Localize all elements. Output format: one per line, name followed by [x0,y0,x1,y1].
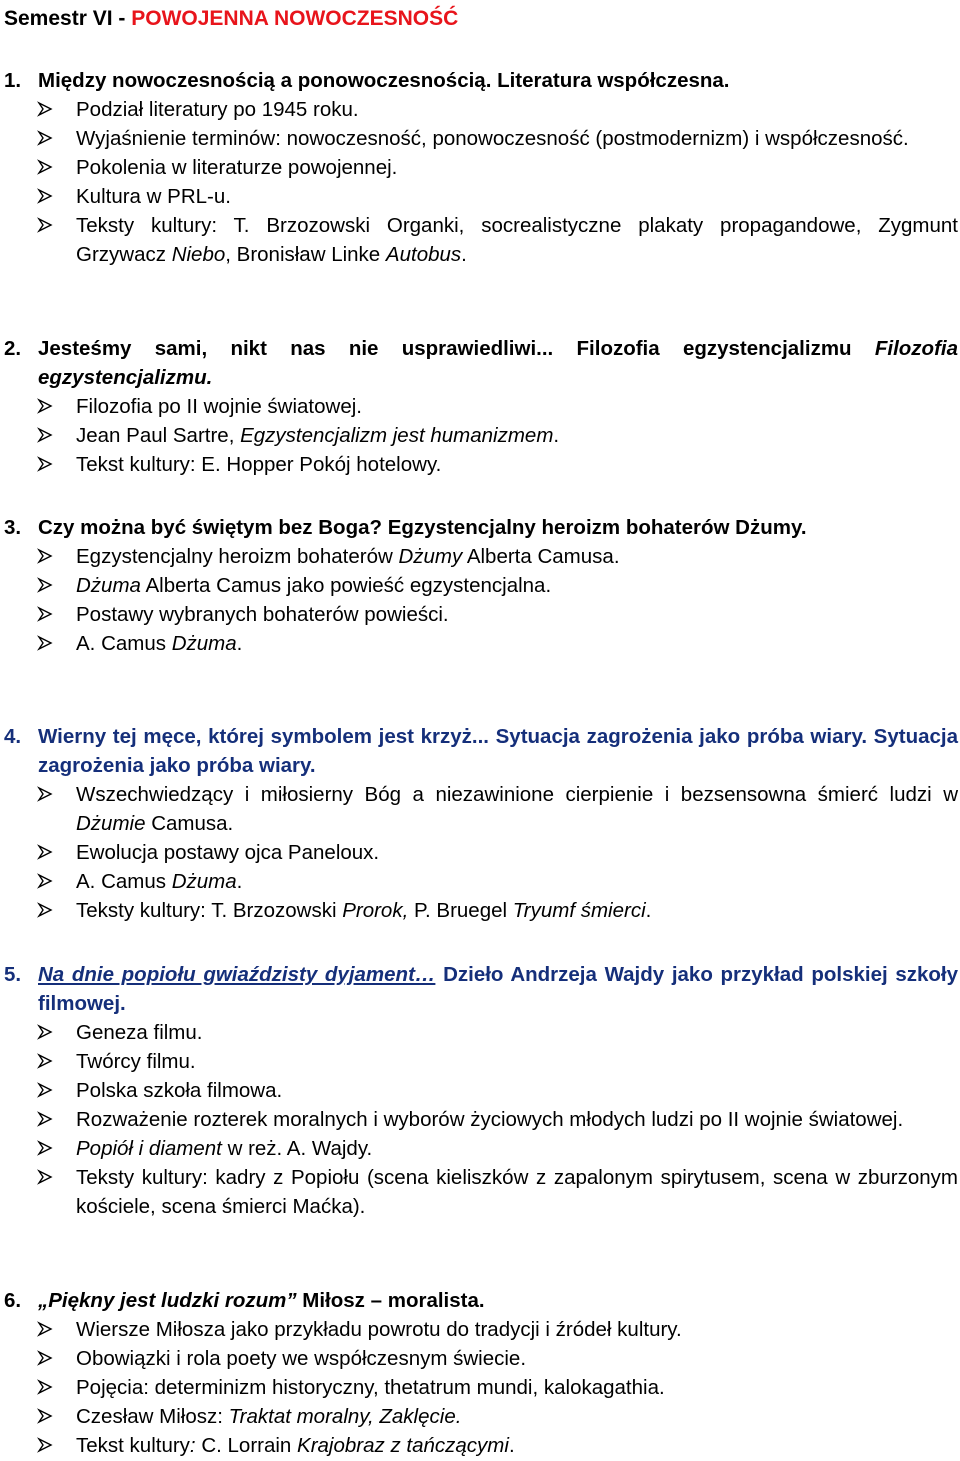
section-5 [4,960,958,1221]
list-item [4,1315,958,1344]
text-run: Tekst kultury: E. Hopper Pokój hotelowy. [76,453,442,476]
arrow-bullet-icon [37,1047,59,1076]
bullet-list [4,780,958,925]
list-item [4,1105,958,1134]
text-run: Dżumie [76,812,146,835]
text-run: Egzystencjalizm jest humanizmem [240,424,554,447]
list-item [4,780,958,838]
text-run: Czesław Miłosz: [76,1405,229,1428]
text-run: Egzystencjalny heroizm bohaterów [76,545,399,568]
title-prefix: Semestr VI - [4,7,132,30]
text-run: P. Bruegel [408,899,513,922]
arrow-bullet-icon [37,392,59,421]
arrow-bullet-icon [37,1344,59,1373]
text-run: A. Camus [76,870,172,893]
arrow-bullet-icon [37,211,59,240]
text-run: A. Camus [76,632,172,655]
text-run: Polska szkoła filmowa. [76,1079,283,1102]
text-run: Krajobraz z tańczącymi [297,1434,509,1457]
text-run: Teksty kultury: T. Brzozowski Organki, socrealistyczne plakaty propagandowe, Zygmunt Grzywacz [76,214,958,266]
arrow-bullet-icon [37,1134,59,1163]
text-run: Postawy wybranych bohaterów powieści. [76,603,449,626]
arrow-bullet-icon [37,450,59,479]
list-item [4,1163,958,1221]
bullet-list [4,95,958,269]
text-run: w reż. A. Wajdy. [221,1137,373,1160]
arrow-bullet-icon [37,95,59,124]
arrow-bullet-icon [37,1105,59,1134]
arrow-bullet-icon [37,838,59,867]
text-run: Wiersze Miłosza jako przykładu powrotu do tradycji i źródeł kultury. [76,1318,682,1341]
arrow-bullet-icon [37,1163,59,1192]
bullet-list [4,392,958,479]
section-heading [4,513,958,542]
text-run: Miłosz – moralista. [296,1289,485,1312]
arrow-bullet-icon [37,182,59,211]
list-item [4,450,958,479]
list-item [4,182,958,211]
section-heading [4,334,958,392]
text-run: Niebo [171,243,226,266]
section-number: 2 . [4,334,21,363]
text-run: „Piękny jest ludzki rozum” [38,1289,297,1312]
arrow-bullet-icon [37,1431,59,1460]
text-run: Rozważenie rozterek moralnych i wyborów życiowych młodych ludzi po II wojnie światowej. [76,1108,904,1131]
list-item [4,542,958,571]
text-run: Na dnie popiołu gwiaździsty dyjament… [38,963,436,986]
list-item [4,1402,958,1431]
section-4 [4,722,958,925]
text-run: Filozofia egzystencjalizmu. [38,337,958,389]
list-item [4,421,958,450]
list-item [4,1431,958,1460]
text-run: Tryumf śmierci [512,899,646,922]
text-run: Kultura w PRL-u. [76,185,231,208]
list-item [4,1047,958,1076]
text-run: . [508,1434,515,1457]
arrow-bullet-icon [37,1076,59,1105]
list-item [4,838,958,867]
text-run: Dżuma [171,870,237,893]
text-run: . [236,870,243,893]
list-item [4,571,958,600]
list-item [4,211,958,269]
text-run: Tekst kultury [76,1434,190,1457]
list-item [4,867,958,896]
section-heading [4,722,958,780]
text-run: C. Lorrain [195,1434,298,1457]
arrow-bullet-icon [37,124,59,153]
text-run: Jean Paul Sartre, [76,424,241,447]
text-run: Wyjaśnienie terminów: nowoczesność, ponowoczesność (postmodernizm) i współczesność. [76,127,909,150]
text-run: Czy można być świętym bez Boga? Egzystencjalny heroizm bohaterów Dżumy. [38,516,807,539]
text-run: . [461,243,467,266]
bullet-list [4,542,958,658]
text-run: Obowiązki i rola poety we współczesnym świecie. [76,1347,527,1370]
text-run: Autobus [385,243,462,266]
section-6 [4,1286,958,1460]
section-heading [4,66,958,95]
text-run: Filozofia po II wojnie światowej. [76,395,362,418]
text-run: Teksty kultury: T. Brzozowski [76,899,343,922]
text-run: Dżuma [171,632,237,655]
arrow-bullet-icon [37,571,59,600]
text-run: Dżumy [398,545,463,568]
text-run: , Bronisław Linke [225,243,386,266]
list-item [4,124,958,153]
arrow-bullet-icon [37,1315,59,1344]
arrow-bullet-icon [37,629,59,658]
text-run: Alberta Camusa. [462,545,620,568]
list-item [4,1076,958,1105]
list-item [4,1344,958,1373]
arrow-bullet-icon [37,153,59,182]
text-run: Twórcy filmu. [76,1050,196,1073]
section-heading [4,1286,958,1315]
text-run: . [645,899,652,922]
text-run: . [236,632,243,655]
text-run: : [189,1434,196,1457]
text-run: Pojęcia: determinizm historyczny, thetatrum mundi, kalokagathia. [76,1376,665,1399]
section-1 [4,66,958,269]
list-item [4,896,958,925]
text-run: Między nowoczesnością a ponowoczesnością. Literatura współczesna. [38,69,730,92]
text-run: Podział literatury po 1945 roku. [76,98,359,121]
text-run: Pokolenia w literaturze powojennej. [76,156,398,179]
arrow-bullet-icon [37,542,59,571]
page-title [4,4,458,33]
section-heading [4,960,958,1018]
arrow-bullet-icon [37,1018,59,1047]
arrow-bullet-icon [37,867,59,896]
list-item [4,629,958,658]
arrow-bullet-icon [37,421,59,450]
text-run: Dzieło Andrzeja Wajdy jako przykład polskiej szkoły filmowej. [38,963,959,1015]
text-run: Prorok, [342,899,409,922]
arrow-bullet-icon [37,600,59,629]
text-run: Dżuma [76,574,141,597]
text-run: Wierny tej męce, której symbolem jest krzyż... Sytuacja zagrożenia jako próba wiary. Sytuacja zagrożenia jako próba wiary. [38,725,958,777]
section-number: 1 . [4,66,21,95]
list-item [4,153,958,182]
section-3 [4,513,958,658]
title-accent: POWOJENNA NOWOCZESNOŚĆ [131,7,459,30]
text-run: Wszechwiedzący i miłosierny Bóg a niezawinione cierpienie i bezsensowna śmierć ludzi w [76,783,958,806]
list-item [4,1373,958,1402]
text-run: Popiół i diament [76,1137,222,1160]
text-run: Alberta Camus jako powieść egzystencjalna. [140,574,552,597]
arrow-bullet-icon [37,1373,59,1402]
text-run: Traktat moralny, Zaklęcie. [228,1405,462,1428]
text-run: Ewolucja postawy ojca Paneloux. [76,841,380,864]
section-number: 5 . [4,960,21,989]
list-item [4,1018,958,1047]
section-number: 4 . [4,722,21,751]
section-number: 6 . [4,1286,21,1315]
bullet-list [4,1315,958,1460]
section-2 [4,334,958,479]
list-item [4,1134,958,1163]
text-run: . [553,424,560,447]
text-run: Jesteśmy sami, nikt nas nie usprawiedliwi... Filozofia egzystencjalizmu [38,337,875,360]
text-run: Teksty kultury: kadry z Popiołu (scena kieliszków z zapalonym spirytusem, scena w zburzonym kościele, scena śmierci Maćka). [76,1166,958,1218]
arrow-bullet-icon [37,780,59,809]
list-item [4,392,958,421]
arrow-bullet-icon [37,1402,59,1431]
section-number: 3 . [4,513,21,542]
bullet-list [4,1018,958,1221]
list-item [4,95,958,124]
text-run: Camusa. [145,812,234,835]
list-item [4,600,958,629]
text-run: Geneza filmu. [76,1021,203,1044]
arrow-bullet-icon [37,896,59,925]
